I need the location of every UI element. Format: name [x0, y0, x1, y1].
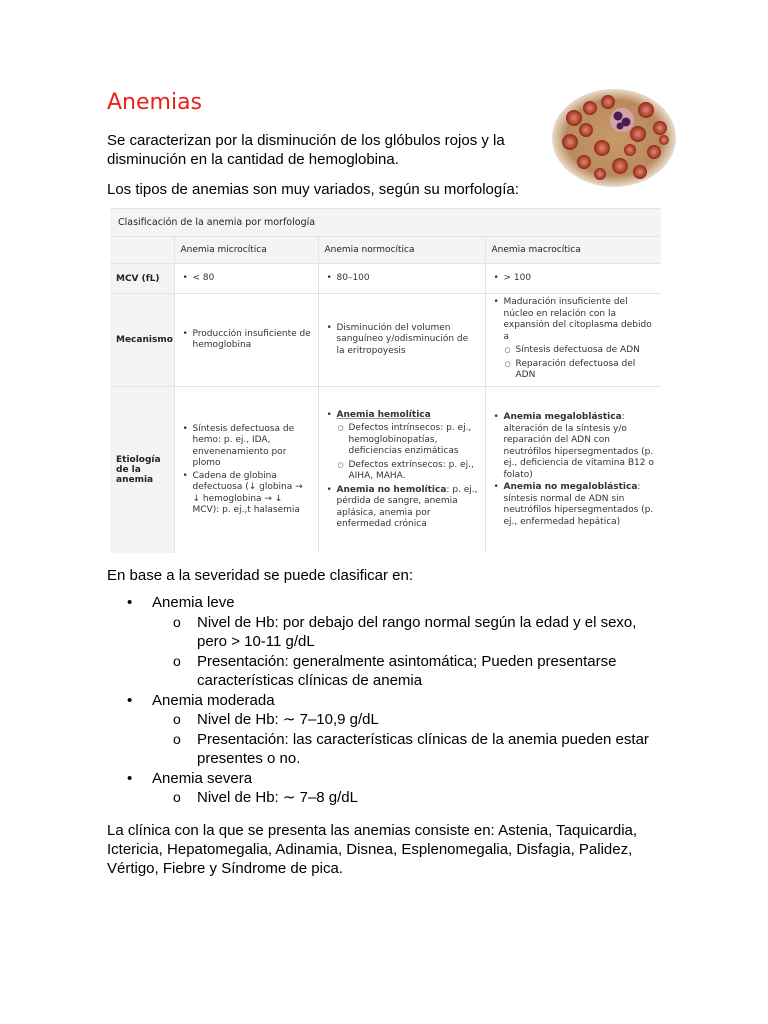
sub-list-item: ○ Reparación defectuosa del ADN [516, 359, 656, 382]
megaloblastica-label: Anemia megaloblástica [503, 412, 622, 422]
subitem-text: Presentación: generalmente asintomática; Pueden presentarse características clínicas de anemia [197, 652, 617, 689]
intro-paragraph: Se caracterizan por la disminución de los glóbulos rojos y la disminución en la cantidad de hemoglobina. [107, 132, 505, 168]
clinical-paragraph: La clínica con la que se presenta las anemias consiste en: Astenia, Taquicardia, Ictericia, Hepatomegalia, Adinamia, Disnea, Esplenomegalia, Disfagia, Palidez, Vértigo, Fiebre y Síndrome de pica. [107, 822, 638, 877]
table-row-mcv [110, 264, 661, 294]
severity-label: Anemia leve [152, 594, 235, 611]
list-item: • Cadena de globina defectuosa (↓ globina → ↓ hemoglobina → ↓ MCV): p. ej.,t halasemia [193, 471, 312, 517]
classification-table [110, 208, 661, 555]
list-item: • > 100 [504, 273, 656, 285]
severity-subitem [152, 710, 667, 730]
cell-mec-normo [318, 294, 485, 387]
list-item: • 80–100 [337, 273, 479, 285]
cell-eti-normo [318, 387, 485, 554]
list-item [337, 410, 479, 483]
cell-eti-micro [174, 387, 318, 554]
sub-bullet: o [173, 711, 181, 727]
sub-bullet: o [173, 613, 181, 630]
list-item: • Disminución del volumen sanguíneo y/odisminución de la eritropoyesis [337, 323, 479, 358]
mec-macro-text: Maduración insuficiente del núcleo en relación con la expansión del citoplasma debido a [503, 297, 652, 342]
no-megaloblastica-text: : síntesis normal de ADN sin neutrófilos hipersegmentados (p. ej., enfermedad hepática) [503, 482, 654, 527]
morphology-table [110, 236, 661, 553]
row-label-mecanismo: Mecanismo [110, 294, 174, 387]
row-label-etiologia: Etiología de la anemia [110, 387, 174, 554]
cell-mcv-micro [174, 264, 318, 294]
row-label-mcv: MCV (fL) [110, 264, 174, 294]
severity-intro: En base a la severidad se puede clasificar en: [107, 567, 414, 584]
severity-item [107, 691, 667, 769]
table-row-etiologia [110, 387, 661, 554]
subitem-text: Nivel de Hb: ∼ 7–10,9 g/dL [197, 711, 379, 728]
no-hemolitica-label: Anemia no hemolítica [336, 484, 447, 495]
subitem-text: Presentación: las características clínicas de la anemia pueden estar presentes o no. [197, 730, 649, 767]
subitem-text: Nivel de Hb: por debajo del rango normal según la edad y el sexo, pero > 10-11 g/dL [197, 613, 637, 650]
severity-subitem [152, 788, 667, 808]
severity-subitem [152, 730, 667, 769]
list-item [504, 412, 656, 481]
severity-item [107, 593, 667, 691]
subitem-text: Nivel de Hb: ∼ 7–8 g/dL [197, 789, 358, 806]
no-hemolitica-text: : p. ej., pérdida de sangre, anemia aplásica, anemia por enfermedad crónica [336, 484, 478, 529]
hemolitica-link[interactable]: Anemia hemolítica [336, 409, 431, 420]
header-macrocitica: Anemia macrocítica [485, 237, 661, 264]
cell-mec-micro [174, 294, 318, 387]
table-row-mecanismo [110, 294, 661, 387]
table-header-row [110, 237, 661, 264]
cell-eti-macro [485, 387, 661, 554]
severity-label: Anemia moderada [152, 691, 275, 709]
sub-list-item: ○ Síntesis defectuosa de ADN [516, 345, 656, 357]
sub-list-item: ○ Defectos extrínsecos: p. ej., AIHA, MAHA. [349, 460, 479, 483]
list-item [504, 482, 656, 528]
list-item: • < 80 [193, 273, 312, 285]
list-item [504, 297, 656, 382]
severity-subitem [152, 652, 667, 691]
blood-cells-micrograph-icon [550, 88, 678, 188]
cell-mcv-macro [485, 264, 661, 294]
list-item [337, 485, 479, 531]
header-empty [110, 237, 174, 264]
bullet: • [127, 769, 133, 787]
bullet: • [127, 691, 133, 709]
megaloblastica-text: : alteración de la síntesis y/o reparación del ADN con neutrófilos hipersegmentados (p. ej., deficiencia de vitamina B12 o folato) [503, 412, 654, 480]
sub-bullet: o [173, 652, 181, 669]
severity-subitem [152, 613, 667, 652]
cell-mcv-normo [318, 264, 485, 294]
header-microcitica: Anemia microcítica [174, 237, 318, 264]
bullet: • [127, 594, 133, 611]
sub-bullet: o [173, 789, 181, 805]
page-title: Anemias [107, 90, 203, 115]
header-normocitica: Anemia normocítica [318, 237, 485, 264]
sub-bullet: o [173, 730, 181, 747]
sub-list-item: ○ Defectos intrínsecos: p. ej., hemoglobinopatías, deficiencias enzimáticas [349, 423, 479, 458]
cell-mec-macro [485, 294, 661, 387]
severity-item [107, 769, 667, 808]
types-paragraph: Los tipos de anemias son muy variados, según su morfología: [107, 181, 519, 198]
severity-list [107, 593, 667, 808]
list-item: • Producción insuficiente de hemoglobina [193, 329, 312, 352]
table-caption: Clasificación de la anemia por morfología [110, 209, 661, 236]
severity-label: Anemia severa [152, 769, 253, 787]
no-megaloblastica-label: Anemia no megaloblástica [503, 482, 638, 492]
list-item: • Síntesis defectuosa de hemo: p. ej., IDA, envenenamiento por plomo [193, 424, 312, 470]
